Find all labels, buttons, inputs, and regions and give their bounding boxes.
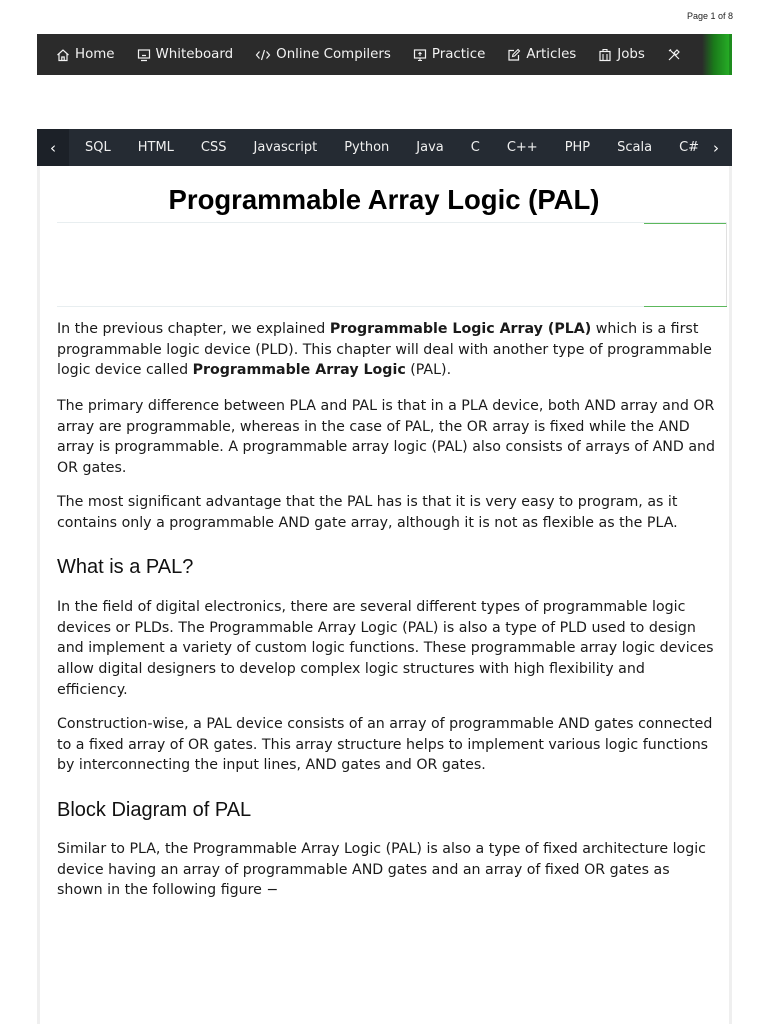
tabs-next-button[interactable] [700, 129, 732, 166]
nav-home-label: Home [75, 47, 115, 62]
nav-online-compilers-label: Online Compilers [276, 47, 391, 62]
briefcase-icon [598, 48, 612, 62]
paragraph-pld-types: In the field of digital electronics, there are several different types of programmable logic devices or PLDs. The Programmable Array Logic (PAL) is also a type of PLD used to design and implement a variety of custom logic functions. These programmable array logic devices allow digital designers to develop complex logic structures with high flexibility and efficiency. [57, 599, 714, 698]
tab-c[interactable]: C [470, 140, 480, 155]
nav-practice[interactable] [413, 47, 485, 62]
paragraph-construction: Construction-wise, a PAL device consists of an array of programmable AND gates connected to a fixed array of OR gates. This array structure helps to implement various logic functions by interconnecting the input lines, AND gates and OR gates. [57, 716, 713, 774]
nav-practice-label: Practice [431, 47, 486, 62]
tab-html[interactable]: HTML [137, 140, 174, 155]
nav-jobs[interactable] [598, 47, 645, 62]
chevron-right-icon: › [713, 138, 719, 157]
heading-block-diagram: Block Diagram of PAL [57, 799, 252, 821]
nav-articles[interactable] [507, 47, 576, 62]
nav-online-compilers[interactable] [255, 47, 391, 62]
paragraph-difference: The primary difference between PLA and PAL is that in a PLA device, both AND array and OR array are programmable, whereas in the case of PAL, the OR array is fixed while the AND array is programmable. A programmable array logic (PAL) also consists of arrays of AND and OR gates. [57, 398, 716, 477]
nav-whiteboard[interactable] [137, 47, 234, 62]
ad-placeholder [57, 222, 727, 307]
edit-icon [507, 48, 521, 62]
chevron-left-icon: ‹ [50, 138, 56, 157]
paragraph-advantage: The most significant advantage that the PAL has is that it is very easy to program, as it contains only a programmable AND gate array, although it is not as flexible as the PLA. [57, 494, 678, 531]
nav-jobs-label: Jobs [617, 47, 645, 62]
pla-term: Programmable Logic Array (PLA) [329, 321, 592, 337]
tools-icon [667, 48, 681, 62]
tab-scala[interactable]: Scala [617, 140, 653, 155]
paragraph-intro: In the previous chapter, we explained Programmable Logic Array (PLA) which is a first programmable logic device (PLD). This chapter will deal with another type of programmable logic device called Programmable Array Logic (PAL). [57, 321, 712, 379]
tab-css[interactable]: CSS [200, 140, 227, 155]
code-icon [255, 48, 271, 62]
tab-python[interactable]: Python [344, 140, 390, 155]
tab-cpp[interactable]: C++ [506, 140, 538, 155]
home-icon [56, 48, 70, 62]
tab-php[interactable]: PHP [564, 140, 591, 155]
tab-csharp[interactable]: C# [679, 140, 700, 155]
tabs-prev-button[interactable] [37, 129, 69, 166]
top-navigation-bar [37, 34, 732, 75]
whiteboard-icon [137, 48, 151, 62]
nav-home[interactable] [56, 47, 115, 62]
nav-whiteboard-label: Whiteboard [155, 47, 234, 62]
nav-articles-label: Articles [526, 47, 577, 62]
nav-accent-edge [702, 34, 732, 75]
tab-java[interactable]: Java [416, 140, 444, 155]
tab-javascript[interactable]: Javascript [253, 140, 318, 155]
paragraph-block-diagram: Similar to PLA, the Programmable Array Logic (PAL) is also a type of fixed architecture logic device having an array of programmable AND gates and an array of fixed OR gates as shown in the following figure − [57, 841, 706, 899]
pal-term: Programmable Array Logic [192, 362, 406, 379]
nav-tools[interactable] [667, 48, 686, 62]
heading-what-is-pal: What is a PAL? [57, 556, 194, 578]
language-tabs-bar [37, 129, 732, 166]
page-indicator: Page 1 of 8 [686, 11, 733, 21]
practice-icon [413, 48, 427, 62]
tab-sql[interactable]: SQL [85, 140, 111, 155]
page-title: Programmable Array Logic (PAL) [168, 184, 600, 215]
